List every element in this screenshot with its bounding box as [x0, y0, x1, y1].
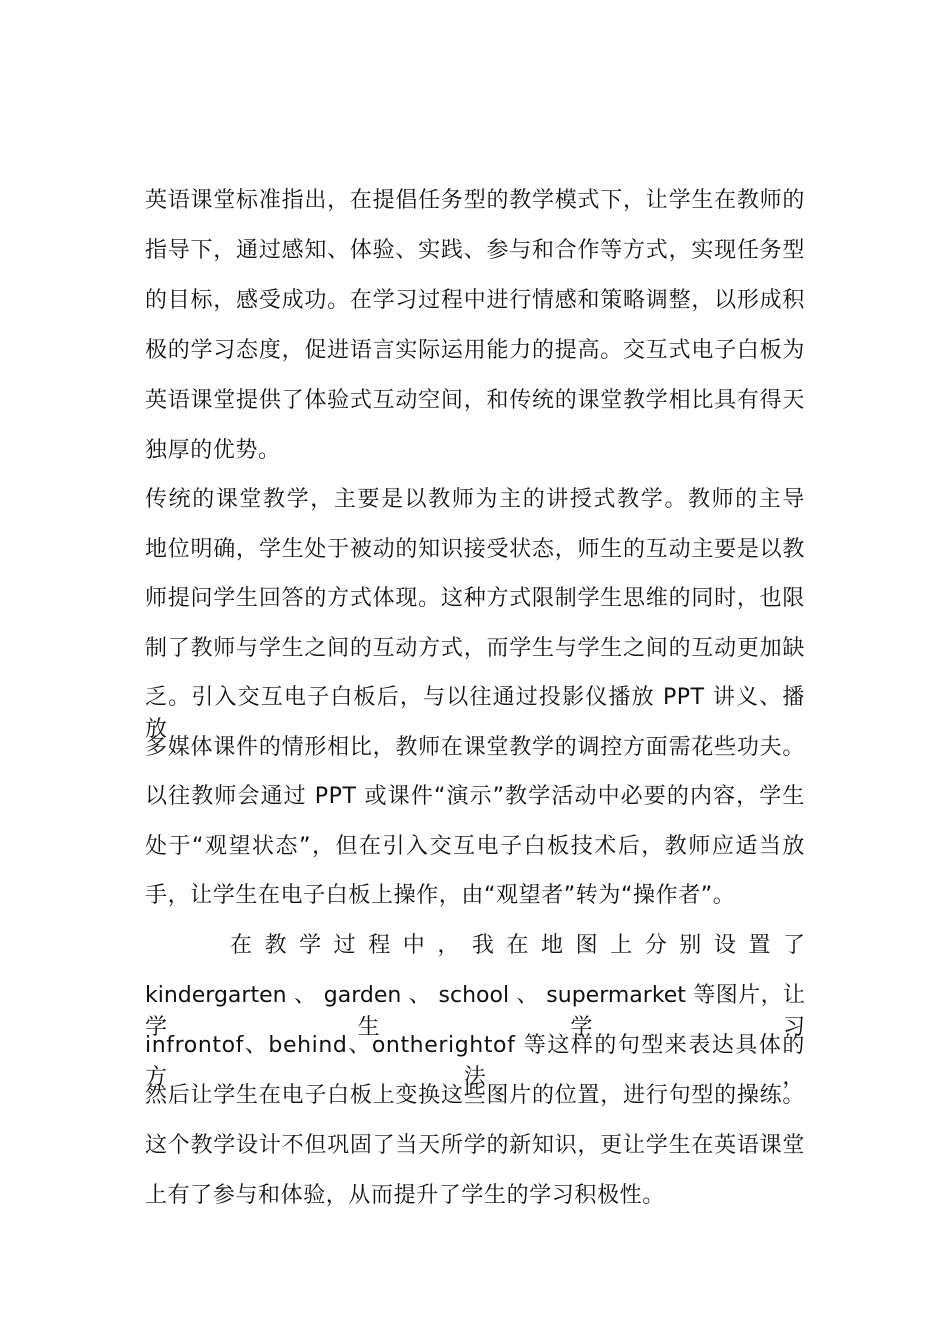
paragraph-line: 以往教师会通过 PPT 或课件“演示”教学活动中必要的内容，学生: [145, 784, 805, 809]
paragraph-line: 手，让学生在电子白板上操作，由“观望者”转为“操作者”。: [145, 883, 736, 908]
paragraph-line: 乏。引入交互电子白板后，与以往通过投影仪播放 PPT 讲义、播放: [145, 685, 805, 742]
paragraph-line: kindergarten 、 garden 、 school 、 supermarket 等图片，让学生学习: [145, 983, 805, 1040]
paragraph-line: 多媒体课件的情形相比，教师在课堂教学的调控方面需花些功夫。: [145, 735, 805, 760]
paragraph-line: 师提问学生回答的方式体现。这种方式限制学生思维的同时，也限: [145, 586, 805, 611]
paragraph-line: 独厚的优势。: [145, 438, 281, 463]
paragraph-line: 的目标，感受成功。在学习过程中进行情感和策略调整，以形成积: [145, 288, 805, 313]
paragraph-line: 处于“观望状态”，但在引入交互电子白板技术后，教师应适当放: [145, 834, 805, 859]
paragraph-line: 英语课堂提供了体验式互动空间，和传统的课堂教学相比具有得天: [145, 388, 805, 413]
paragraph-line: 极的学习态度，促进语言实际运用能力的提高。交互式电子白板为: [145, 338, 805, 363]
paragraph-line: 传统的课堂教学，主要是以教师为主的讲授式教学。教师的主导: [145, 487, 805, 512]
paragraph-line: infrontof、behind、ontherightof 等这样的句型来表达具体的方法，: [145, 1033, 805, 1090]
paragraph-line: 指导下，通过感知、体验、实践、参与和合作等方式，实现任务型: [145, 238, 805, 263]
paragraph-line: 制了教师与学生之间的互动方式，而学生与学生之间的互动更加缺: [145, 636, 805, 661]
paragraph-line: 上有了参与和体验，从而提升了学生的学习积极性。: [145, 1183, 665, 1208]
paragraph-line: 地位明确，学生处于被动的知识接受状态，师生的互动主要是以教: [145, 537, 805, 562]
paragraph-line: 英语课堂标准指出，在提倡任务型的教学模式下，让学生在教师的: [145, 188, 805, 213]
paragraph-line: 这个教学设计不但巩固了当天所学的新知识，更让学生在英语课堂: [145, 1133, 805, 1158]
paragraph-line: 然后让学生在电子白板上变换这些图片的位置，进行句型的操练。: [145, 1083, 805, 1108]
paragraph-line: 在 教 学 过 程 中 ， 我 在 地 图 上 分 别 设 置 了: [230, 933, 805, 958]
